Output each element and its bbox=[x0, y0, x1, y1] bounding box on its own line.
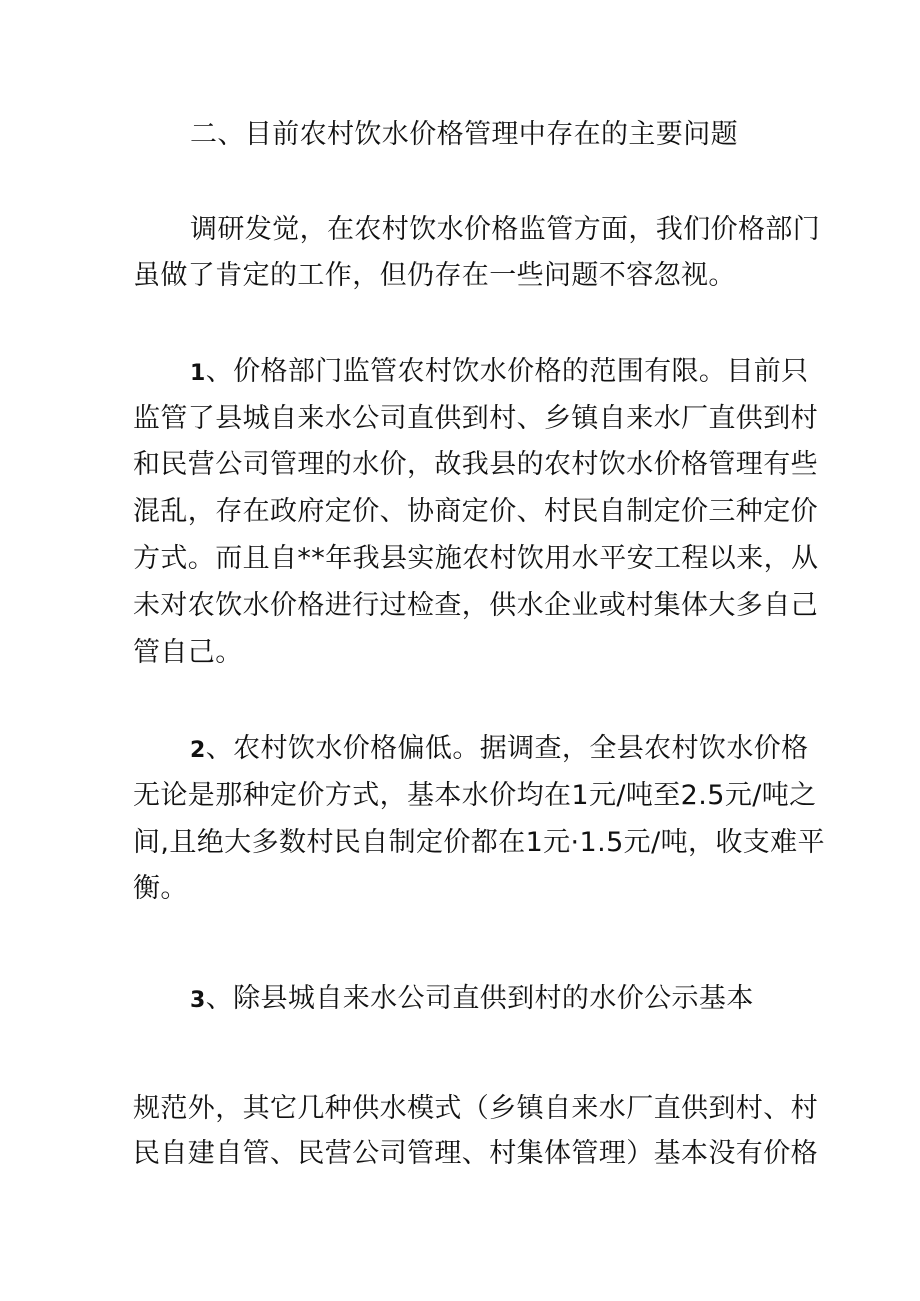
item3-number: 3 bbox=[190, 988, 206, 1013]
item2-line-4: 衡。 bbox=[133, 873, 188, 904]
item1-line-4: 混乱，存在政府定价、协商定价、村民自制定价三种定价 bbox=[133, 496, 818, 527]
item2-line-2: 无论是那种定价方式，基本水价均在1元/吨至2.5元/吨之 bbox=[133, 780, 817, 811]
item3-line-2: 规范外，其它几种供水模式（乡镇自来水厂直供到村、村 bbox=[133, 1093, 818, 1124]
item1-line-5: 方式。而且自**年我县实施农村饮用水平安工程以来，从 bbox=[133, 543, 819, 574]
section-heading: 二、目前农村饮水价格管理中存在的主要问题 bbox=[190, 119, 738, 150]
item3-line-3: 民自建自管、民营公司管理、村集体管理）基本没有价格 bbox=[133, 1138, 818, 1169]
item2-line-3: 间,且绝大多数村民自制定价都在1元·1.5元/吨，收支难平 bbox=[133, 827, 825, 858]
item1-line-2: 监管了县城自来水公司直供到村、乡镇自来水厂直供到村 bbox=[133, 403, 818, 434]
item2-line-1: 、农村饮水价格偏低。据调查，全县农村饮水价格 bbox=[205, 733, 809, 764]
item3-line-1: 、除县城自来水公司直供到村的水价公示基本 bbox=[205, 983, 754, 1014]
intro-line-2: 虽做了肯定的工作，但仍存在一些问题不容忽视。 bbox=[133, 260, 736, 291]
item1-number: 1 bbox=[190, 361, 206, 386]
item1-first-line bbox=[190, 353, 809, 393]
item1-line-3: 和民营公司管理的水价，故我县的农村饮水价格管理有些 bbox=[133, 449, 818, 480]
item1-line-6: 未对农饮水价格进行过检查，供水企业或村集体大多自己 bbox=[133, 590, 818, 621]
item1-line-1: 、价格部门监管农村饮水价格的范围有限。目前只 bbox=[205, 356, 809, 387]
item1-line-7: 管自己。 bbox=[133, 637, 243, 668]
item2-number: 2 bbox=[190, 738, 206, 763]
intro-line-1: 调研发觉，在农村饮水价格监管方面，我们价格部门 bbox=[190, 214, 821, 245]
item2-first-line bbox=[190, 730, 809, 770]
item3-first-line bbox=[190, 980, 754, 1020]
